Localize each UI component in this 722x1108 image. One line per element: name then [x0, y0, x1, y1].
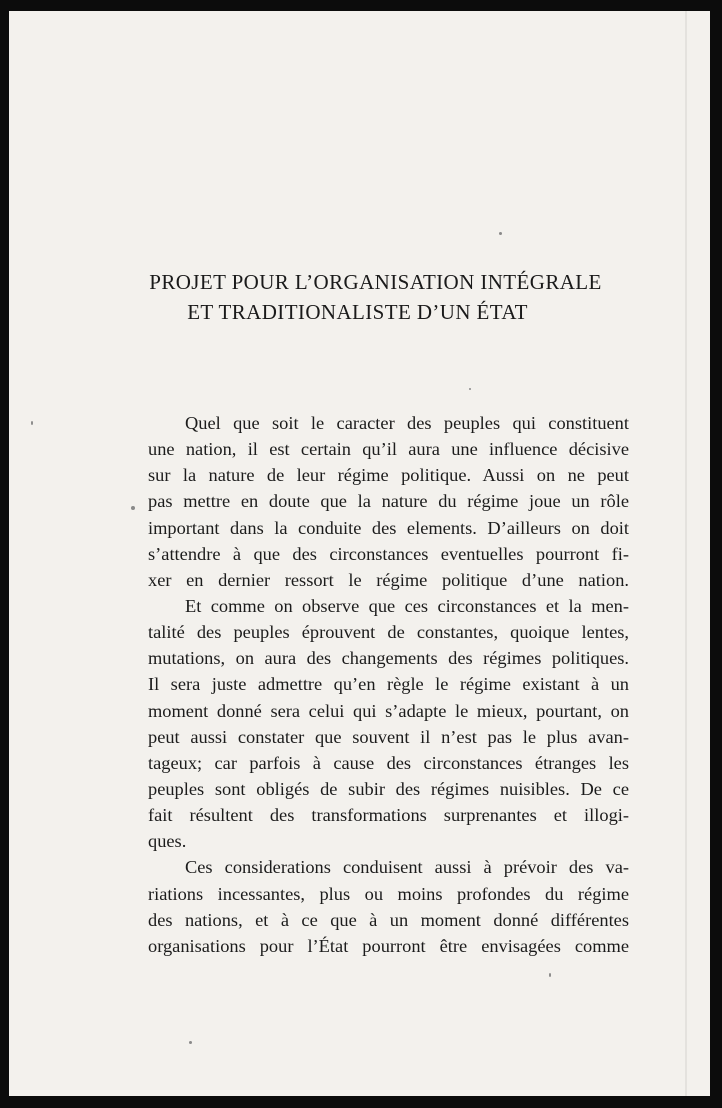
- body-text: [148, 410, 629, 959]
- text-line: peut aussi constater que souvent il n’est pas le plus avan-: [148, 726, 629, 747]
- text-line: important dans la conduite des elements. D’ailleurs on doit: [148, 517, 629, 538]
- scan-speck: [499, 232, 502, 235]
- text-line: Ces considerations conduisent aussi à prévoir des va-: [185, 857, 629, 878]
- text-line: organisations pour l’État pourront être envisagées comme: [148, 935, 629, 956]
- page-fold-edge: [685, 11, 687, 1096]
- text-line: talité des peuples éprouvent de constantes, quoique lentes,: [148, 622, 629, 643]
- document-page: [9, 11, 710, 1096]
- title-line-2: ET TRADITIONALISTE D’UN ÉTAT: [187, 300, 528, 324]
- text-line: Il sera juste admettre qu’en règle le régime existant à un: [148, 674, 629, 695]
- text-line: mutations, on aura des changements des régimes politiques.: [148, 648, 629, 669]
- text-line: s’attendre à que des circonstances eventuelles pourront fi-: [148, 543, 629, 564]
- scan-speck: [189, 1041, 192, 1044]
- text-line: Et comme on observe que ces circonstances et la men-: [185, 595, 629, 616]
- scan-speck: [131, 506, 135, 510]
- text-line: fait résultent des transformations surprenantes et illogi-: [148, 805, 629, 826]
- text-line: pas mettre en doute que la nature du régime joue un rôle: [148, 491, 629, 512]
- text-line: peuples sont obligés de subir des régimes nuisibles. De ce: [148, 778, 629, 799]
- paragraph-1: [148, 410, 629, 593]
- title-line-1: PROJET POUR L’ORGANISATION INTÉGRALE: [149, 270, 602, 294]
- text-line: riations incessantes, plus ou moins profondes du régime: [148, 883, 629, 904]
- text-line: moment donné sera celui qui s’adapte le mieux, pourtant, on: [148, 700, 629, 721]
- text-line: xer en dernier ressort le régime politique d’une nation.: [148, 569, 629, 590]
- text-line: Quel que soit le caracter des peuples qui constituent: [185, 413, 629, 433]
- scan-speck: [31, 421, 33, 425]
- text-line: des nations, et à ce que à un moment donné différentes: [148, 909, 629, 930]
- text-line: une nation, il est certain qu’il aura une influence décisive: [148, 439, 629, 460]
- text-line: ques.: [148, 831, 187, 852]
- paragraph-3: [148, 854, 629, 959]
- scan-speck: [469, 388, 471, 390]
- paragraph-2: [148, 593, 629, 854]
- text-line: tageux; car parfois à cause des circonstances étranges les: [148, 752, 629, 773]
- text-line: sur la nature de leur régime politique. Aussi on ne peut: [148, 465, 629, 486]
- scan-speck: [549, 973, 551, 977]
